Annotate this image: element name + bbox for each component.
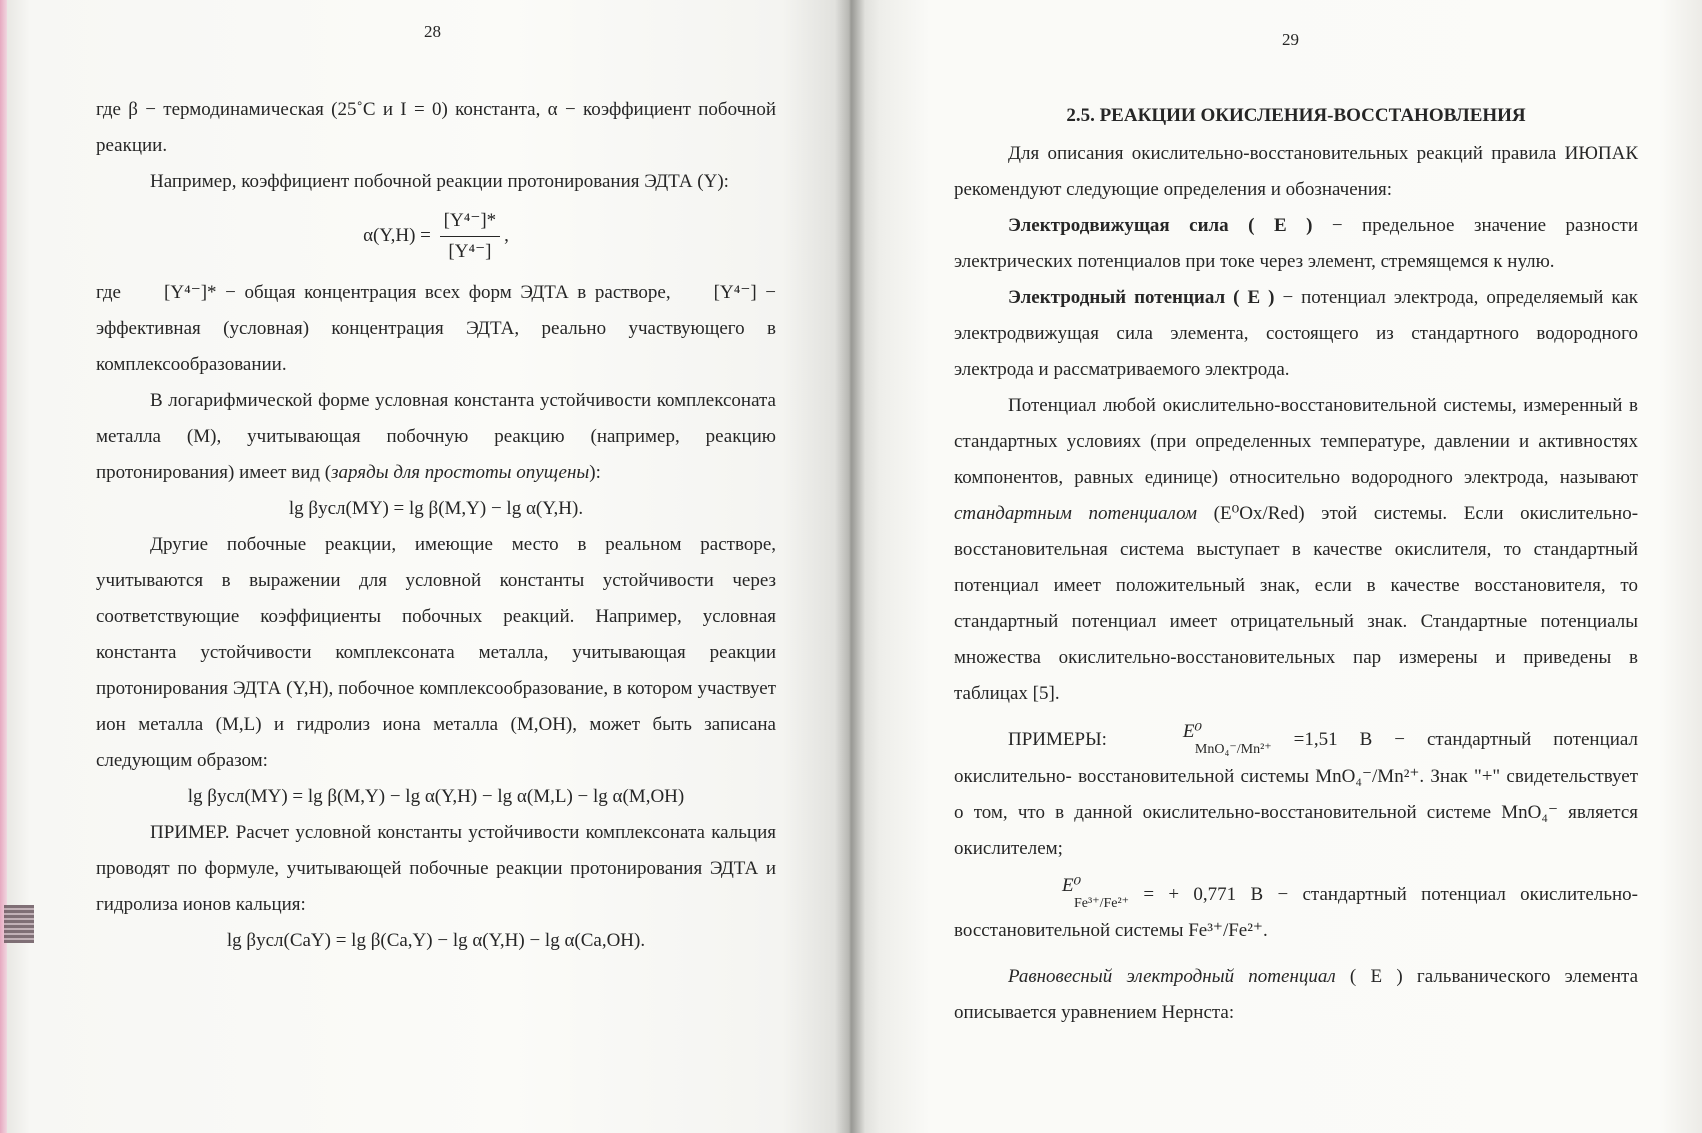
e0-fe-subscript: Fe³⁺/Fe²⁺ xyxy=(1074,896,1130,912)
e0-mno4-symbol xyxy=(1129,720,1272,759)
formula-alpha-lhs: α(Y,H) = xyxy=(363,224,431,246)
right-para-2-end: этой системы. Если окислительно-восстановительная система выступает в качестве окислителя, то стандартный потенциал имеет положительный знак, если в качестве восстановителя, то стандартный потенциал имеет отрицательный знак. Стандартные потенциалы множества окислительно-восстановительных пар измерены и приведены в таблицах [5]. xyxy=(954,503,1639,704)
right-para-3 xyxy=(954,959,1638,1031)
left-para-5: Другие побочные реакции, имеющие место в реальном растворе, учитываются в выражении для условной константы устойчивости через соответствующие коэффициенты побочных реакций. Например, условная константа устойчивости комплексоната металла, учитывающая реакции протонирования ЭДТА (Y,H), побочное комплексообразование, в котором участвует ион металла (M,L) и гидролиз иона металла (M,OH), может быть записана следующим образом: xyxy=(96,534,776,771)
left-para-4-italic: заряды для простоты опущены xyxy=(331,462,590,483)
formula-alpha-tail: , xyxy=(504,224,509,246)
examples-label: ПРИМЕРЫ: xyxy=(1008,729,1107,750)
left-para-3-effective: [Y⁴⁻] − эффективная (условная) концентрация ЭДТА, реально участвующего в комплексообразовании. xyxy=(96,282,777,375)
definition-electrode-potential xyxy=(954,280,1638,388)
left-para-4 xyxy=(96,383,776,491)
page-number-right: 29 xyxy=(1282,30,1299,49)
e0-mno4-subscript: MnO₄⁻/Mn²⁺ xyxy=(1194,741,1272,757)
definition-electrode-text: − потенциал электрода, определяемый как электродвижущая сила элемента, состоящего из стандартного водородного электрода и рассматриваемого электрода. xyxy=(954,287,1639,380)
right-para-3-text: ( E ) гальванического элемента описывается уравнением Нернста: xyxy=(954,966,1639,1024)
page-edge-tint xyxy=(0,0,7,1133)
left-para-4-text: В логарифмической форме условная константа устойчивости комплексоната металла (М), учитывающая побочную реакцию (например, реакцию протонирования) имеет вид ( xyxy=(96,390,776,483)
page-number-left: 28 xyxy=(424,22,441,41)
formula-alpha-numerator: [Y⁴⁻]* xyxy=(440,206,501,237)
left-para-2: Например, коэффициент побочной реакции протонирования ЭДТА (Y): xyxy=(150,171,729,192)
right-para-2 xyxy=(954,388,1638,712)
right-para-2-text: Потенциал любой окислительно-восстановительной системы, измеренный в стандартных условиях (при определенных температуре, давлении и активностях компонентов, равных единице) относительно водородного электрода, называют xyxy=(954,395,1638,488)
right-page xyxy=(850,0,1702,1133)
binding-mark xyxy=(4,905,34,943)
right-para-3-italic: Равновесный электродный потенциал xyxy=(1008,966,1336,988)
definition-electrode-term: Электродный потенциал ( E ) xyxy=(1008,287,1275,308)
definition-emf xyxy=(954,208,1638,280)
e0-mno4-letter: E⁰ xyxy=(1182,720,1203,742)
e0-fe-symbol xyxy=(1008,877,1129,913)
right-page-text xyxy=(954,98,1638,1031)
example-mno4-text: =1,51 В − стандартный потенциал окислительно- восстановительной системы MnO₄⁻/Mn²⁺. Знак "+" свидетельствует о том, что в данной окислительно-восстановительной системе MnO₄⁻ является окислителем; xyxy=(954,729,1639,859)
left-para-1: где β − термодинамическая (25˚C и I = 0) константа, α − коэффициент побочной реакции. xyxy=(96,99,776,156)
left-para-6: ПРИМЕР. Расчет условной константы устойчивости комплексоната кальция проводят по формуле, учитывающей побочные реакции протонирования ЭДТА и гидролиза ионов кальция: xyxy=(96,822,776,915)
section-heading: 2.5. РЕАКЦИИ ОКИСЛЕНИЯ-ВОССТАНОВЛЕНИЯ xyxy=(1066,105,1526,126)
left-para-4-end: ): xyxy=(589,462,601,483)
definition-emf-text: − предельное значение разности электрических потенциалов при токе через элемент, стремящемся к нулю. xyxy=(954,215,1638,272)
e0-fe-letter: E⁰ xyxy=(1062,875,1082,897)
left-para-3-where: где xyxy=(96,282,121,303)
example-fe xyxy=(954,877,1638,950)
formula-alpha-denominator: [Y⁴⁻] xyxy=(448,241,492,262)
formula-1: lg βусл(MY) = lg β(M,Y) − lg α(Y,H). xyxy=(288,498,584,519)
example-mno4 xyxy=(954,722,1638,867)
left-page-text xyxy=(96,92,776,959)
example-fe-text: = + 0,771 В − стандартный потенциал окислительно-восстановительной системы Fe³⁺/Fe²⁺. xyxy=(954,883,1639,942)
right-para-2-symbol: (E⁰Ox/Red) xyxy=(1213,503,1305,524)
formula-2: lg βусл(MY) = lg β(M,Y) − lg α(Y,H) − lg α(M,L) − lg α(M,OH) xyxy=(187,786,685,807)
book-gutter-shadow xyxy=(835,0,865,1133)
right-para-1: Для описания окислительно-восстановительных реакций правила ИЮПАК рекомендуют следующие определения и обозначения: xyxy=(954,143,1638,200)
left-para-3-total: [Y⁴⁻]* − общая концентрация всех форм ЭДТА в растворе, xyxy=(164,282,671,303)
definition-emf-term: Электродвижущая сила ( E ) xyxy=(1008,215,1313,236)
formula-alpha-fraction xyxy=(440,206,501,267)
formula-3: lg βусл(CaY) = lg β(Ca,Y) − lg α(Y,H) − lg α(Ca,OH). xyxy=(226,930,646,951)
right-para-2-italic: стандартным потенциалом xyxy=(954,503,1197,524)
left-page xyxy=(0,0,850,1133)
formula-alpha xyxy=(96,206,776,267)
left-para-3 xyxy=(96,275,776,383)
